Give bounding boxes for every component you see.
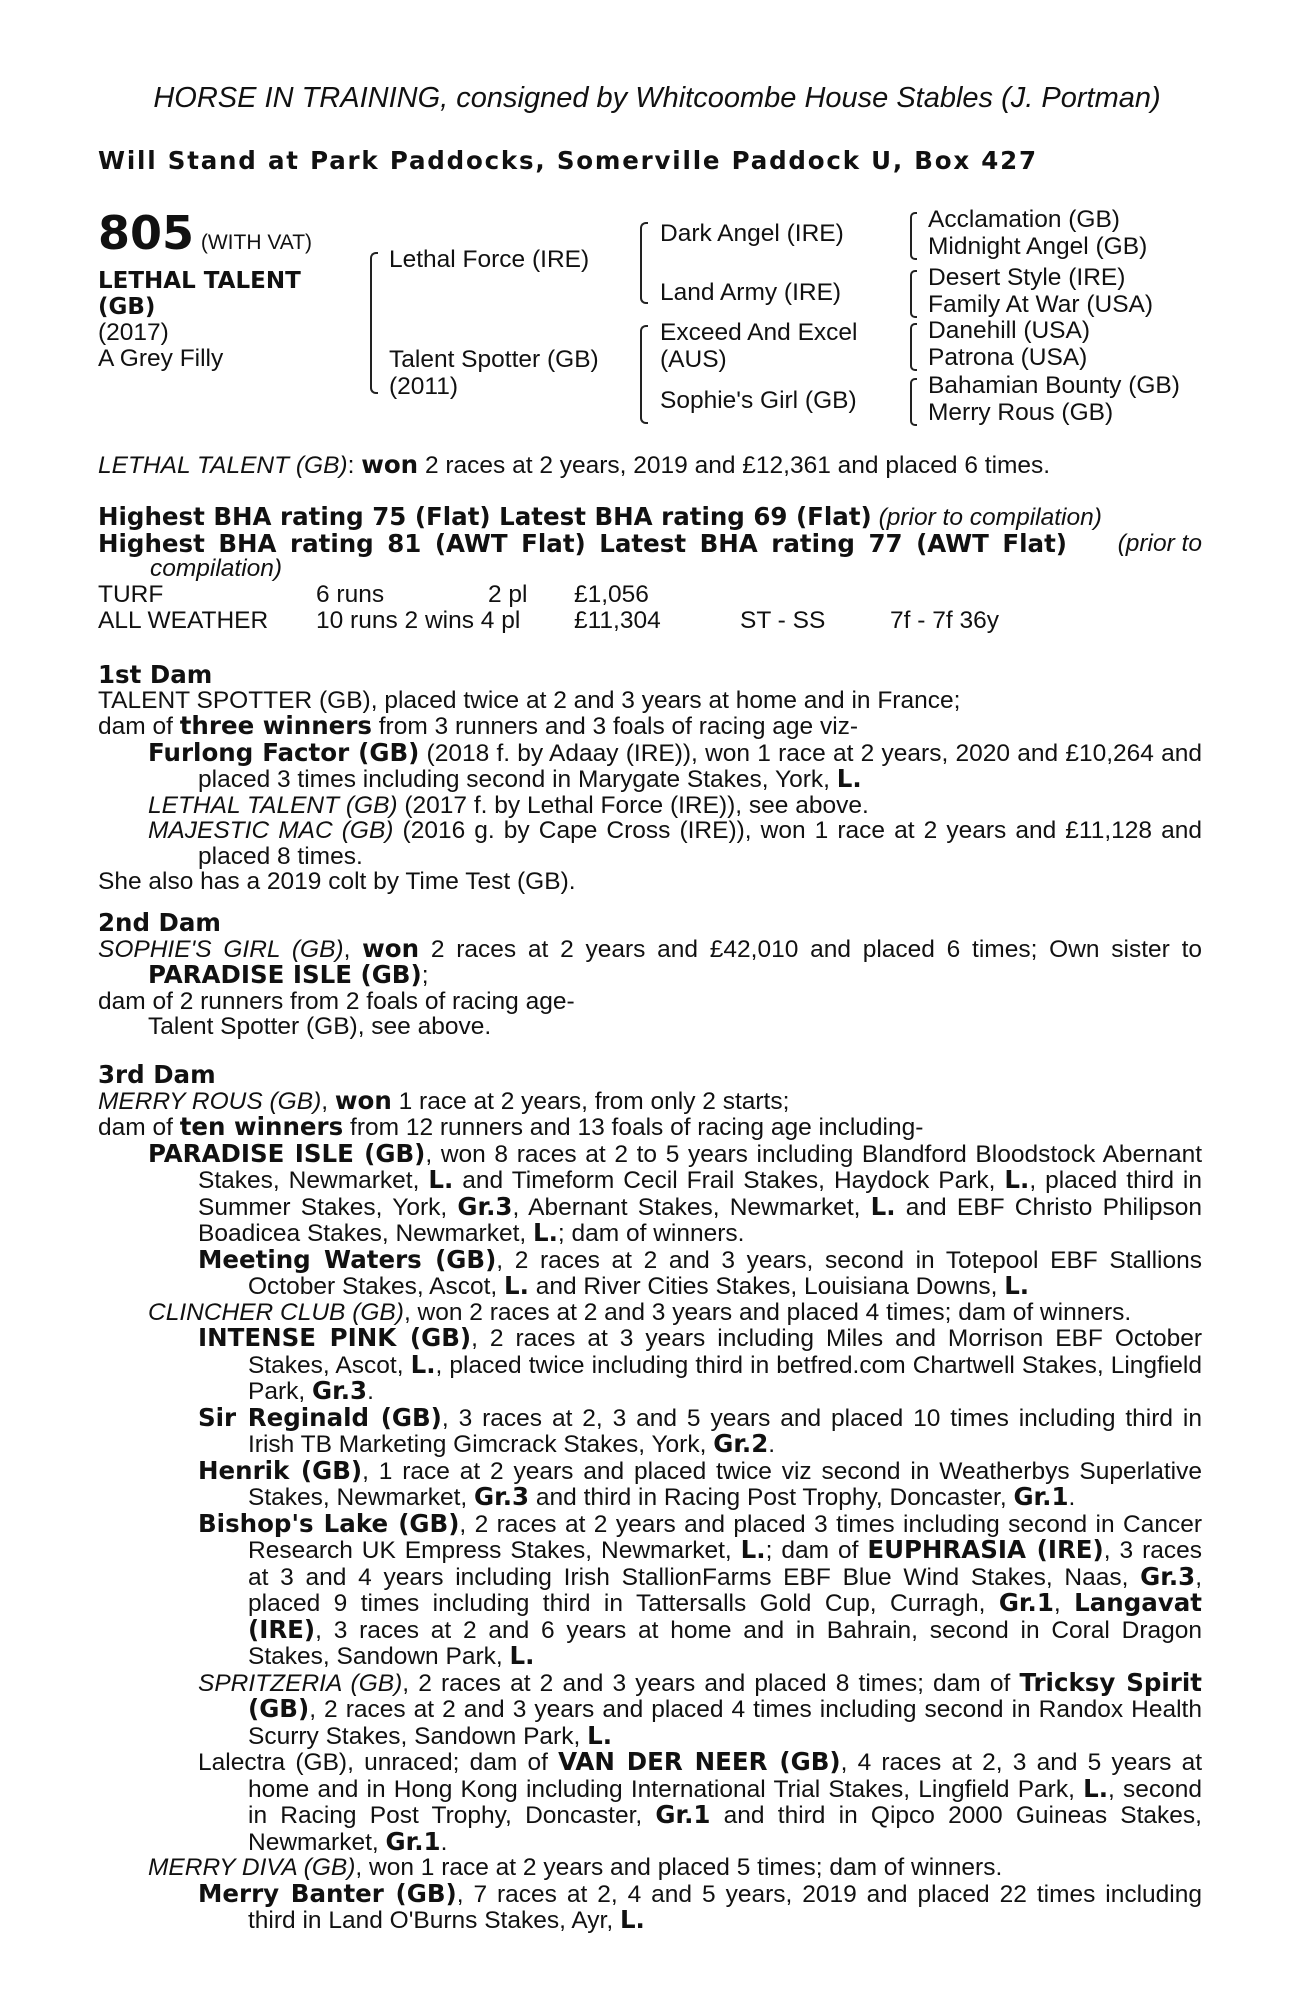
lot-block: [98, 206, 348, 372]
pedigree-brace: [910, 270, 917, 318]
dam-dam: Sophie's Girl (GB): [660, 387, 857, 414]
turf-runs: 6 runs: [316, 581, 385, 608]
produce-entry: Lalectra (GB), unraced; dam of VAN DER NEER (GB), 4 races at 2, 3 and 5 years at home and in Hong Kong including International Trial Stakes, Lingfield Park, L., second in Racing Post Trophy, Doncaster, Gr.1 and third in Qipco 2000 Guineas Stakes, Newmarket, Gr.1.: [198, 1747, 1203, 1856]
grandsire-4: Bahamian Bounty (GB): [928, 372, 1180, 399]
dam-sire: Exceed And Excel (AUS): [660, 319, 858, 373]
consignor-line: HORSE IN TRAINING, consigned by Whitcoombe House Stables (J. Portman): [153, 82, 1161, 114]
dam1-entry: MAJESTIC MAC (GB) (2016 g. by Cape Cross (IRE)), won 1 race at 2 years and £11,128 and placed 8 times.: [148, 817, 1202, 870]
granddam-3: Patrona (USA): [928, 344, 1088, 371]
granddam-2: Family At War (USA): [928, 291, 1154, 318]
sire-sire: Dark Angel (IRE): [660, 220, 844, 247]
section-heading: 3rd Dam: [98, 1060, 216, 1089]
aw-label: ALL WEATHER: [98, 607, 269, 634]
sire: Lethal Force (IRE): [389, 246, 590, 273]
turf-label: TURF: [98, 581, 164, 608]
dam1-entry: Furlong Factor (GB) (2018 f. by Adaay (IRE)), won 1 race at 2 years, 2020 and £10,264 and placed 3 times including second in Marygate Stakes, York, L.: [148, 737, 1202, 793]
produce-entry: SPRITZERIA (GB), 2 races at 2 and 3 years and placed 8 times; dam of Tricksy Spirit (GB), 2 races at 2 and 3 years and placed 4 times including second in Randox Health Scurry Stakes, Sandown Park, L.: [198, 1667, 1202, 1750]
horse-name: LETHAL TALENT (GB): [98, 268, 301, 320]
grandsire-1: Acclamation (GB): [928, 206, 1120, 233]
produce-entry: Sir Reginald (GB), 3 races at 2, 3 and 5 years and placed 10 times including third in Irish TB Marketing Gimcrack Stakes, York, Gr.2.: [198, 1402, 1202, 1458]
granddam-1: Midnight Angel (GB): [928, 233, 1148, 260]
produce-entry: PARADISE ISLE (GB), won 8 races at 2 to 5 years including Blandford Bloodstock Abernant Stakes, Newmarket, L. and Timeform Cecil Frail Stakes, Haydock Park, L., placed third in Summer Stakes, York, Gr.3, Abernant Stakes, Newmarket, L. and EBF Christo Philipson Boadicea Stakes, Newmarket, L.; dam of winners.: [148, 1138, 1203, 1247]
aw-money: £11,304: [574, 607, 661, 634]
produce-entry: CLINCHER CLUB (GB), won 2 races at 2 and 3 years and placed 4 times; dam of winners.: [148, 1298, 1132, 1326]
race-summary: LETHAL TALENT (GB): won 2 races at 2 years, 2019 and £12,361 and placed 6 times.: [98, 450, 1051, 479]
ratings: Highest BHA rating 75 (Flat) Latest BHA rating 69 (Flat) (prior to compilation) Highest BHA rating 81 (AWT Flat) Latest BHA rating 77 (AWT Flat) (prior to compilation): [98, 502, 1202, 582]
location-line: Will Stand at Park Paddocks, Somerville Paddock U, Box 427: [98, 146, 1038, 175]
horse-description: A Grey Filly: [98, 345, 224, 372]
turf-placed: 2 pl: [488, 581, 528, 608]
produce-entry: Merry Banter (GB), 7 races at 2, 4 and 5 years, 2019 and placed 22 times including third in Land O'Burns Stakes, Ayr, L.: [198, 1878, 1202, 1934]
grandsire-3: Danehill (USA): [928, 317, 1091, 344]
birth-year: (2017): [98, 319, 169, 346]
second-dam-section: 2nd Dam SOPHIE'S GIRL (GB), won 2 races at 2 years and £42,010 and placed 6 times; Own sister to PARADISE ISLE (GB); dam of 2 runners from 2 foals of racing age- Talent Spotter (GB), see above.: [98, 908, 1203, 1040]
produce-entry: Henrik (GB), 1 race at 2 years and placed twice viz second in Weatherbys Superlative Stakes, Newmarket, Gr.3 and third in Racing Post Trophy, Doncaster, Gr.1.: [198, 1455, 1202, 1511]
section-heading: 1st Dam: [98, 660, 213, 689]
pedigree-brace: [640, 222, 648, 304]
lot-number: 805: [98, 206, 195, 260]
granddam-4: Merry Rous (GB): [928, 399, 1114, 426]
first-dam-section: 1st Dam TALENT SPOTTER (GB), placed twice at 2 and 3 years at home and in France; dam of three winners from 3 runners and 3 foals of racing age viz- Furlong Factor (GB) (2018 f. by Adaay (IRE)), won 1 race at 2 years, 2020 and £10,264 and placed 3 times including second in Marygate Stakes, York, L. LETHAL TALENT (GB) (2017 f. by Lethal Force (IRE)), see above. MAJESTIC MAC (GB) (2016 g. by Cape Cross (IRE)), won 1 race at 2 years and £11,128 and placed 8 times. She also has a 2019 colt by Time Test (GB).: [98, 660, 1202, 895]
produce-entry: Meeting Waters (GB), 2 races at 2 and 3 years, second in Totepool EBF Stallions October Stakes, Ascot, L. and River Cities Stakes, Louisiana Downs, L.: [198, 1244, 1202, 1300]
turf-money: £1,056: [574, 581, 649, 608]
third-dam-section: 3rd Dam MERRY ROUS (GB), won 1 race at 2 years, from only 2 starts; dam of ten winners from 12 runners and 13 foals of racing age including- PARADISE ISLE (GB), won 8 races at 2 to 5 years including Blandford Bloodstock Abernant Stakes, Newmarket, L. and Timeform Cecil Frail Stakes, Haydock Park, L., placed third in Summer Stakes, York, Gr.3, Abernant Stakes, Newmarket, L. and EBF Christo Philipson Boadicea Stakes, Newmarket, L.; dam of winners. Meeting Waters (GB), 2 races at 2 and 3 years, second in Totepool EBF Stallions October Stakes, Ascot, L. and River Cities Stakes, Louisiana Downs, L. CLINCHER CLUB (GB), won 2 races at 2 and 3 years and placed 4 times; dam of winners. INTENSE PINK (GB), 2 races at 3 years including Miles and Morrison EBF October Stakes, Ascot, L., placed twice including third in betfred.com Chartwell Stakes, Lingfield Park, Gr.3. Sir Reginald (GB), 3 races at 2, 3 and 5 years and placed 10 times including third in Irish TB Marketing Gimcrack Stakes, York, Gr.2. Henrik (GB), 1 race at 2 years and placed twice viz second in Weatherbys Superlative Stakes, Newmarket, Gr.3 and third in Racing Post Trophy, Doncaster, Gr.1. Bishop's Lake (GB), 2 races at 2 years and placed 3 times including second in Cancer Research UK Empress Stakes, Newmarket, L.; dam of EUPHRASIA (IRE), 3 races at 3 and 4 years including Irish StallionFarms EBF Blue Wind Stakes, Naas, Gr.3, placed 9 times including third in Tattersalls Gold Cup, Curragh, Gr.1, Langavat (IRE), 3 races at 2 and 6 years at home and in Bahrain, second in Coral Dragon Stakes, Sandown Park, L. SPRITZERIA (GB), 2 races at 2 and 3 years and placed 8 times; dam of Tricksy Spirit (GB), 2 races at 2 and 3 years and placed 4 times including second in Randox Health Scurry Stakes, Sandown Park, L. Lalectra (GB), unraced; dam of VAN DER NEER (GB), 4 races at 2, 3 and 5 years at home and in Hong Kong including International Trial Stakes, Lingfield Park, L., second in Racing Post Trophy, Doncaster, Gr.1 and third in Qipco 2000 Guineas Stakes, Newmarket, Gr.1. MERRY DIVA (GB), won 1 race at 2 years and placed 5 times; dam of winners. Merry Banter (GB), 7 races at 2, 4 and 5 years, 2019 and placed 22 times including third in Land O'Burns Stakes, Ayr, L.: [98, 1060, 1203, 1934]
produce-entry: Bishop's Lake (GB), 2 races at 2 years and placed 3 times including second in Cancer Research UK Empress Stakes, Newmarket, L.; dam of EUPHRASIA (IRE), 3 races at 3 and 4 years including Irish StallionFarms EBF Blue Wind Stakes, Naas, Gr.3, placed 9 times including third in Tattersalls Gold Cup, Curragh, Gr.1, Langavat (IRE), 3 races at 2 and 6 years at home and in Bahrain, second in Coral Dragon Stakes, Sandown Park, L.: [198, 1508, 1202, 1670]
pedigree-brace: [910, 212, 917, 260]
section-heading: 2nd Dam: [98, 908, 221, 937]
aw-distance: 7f - 7f 36y: [890, 607, 999, 634]
aw-runs: 10 runs 2 wins 4 pl: [316, 607, 521, 634]
dam: Talent Spotter (GB) (2011): [389, 346, 599, 400]
produce-entry: INTENSE PINK (GB), 2 races at 3 years including Miles and Morrison EBF October Stakes, Ascot, L., placed twice including third in betfred.com Chartwell Stakes, Lingfield Park, Gr.3.: [198, 1323, 1202, 1405]
dam1-entry: LETHAL TALENT (GB) (2017 f. by Lethal Force (IRE)), see above.: [148, 791, 869, 819]
sire-dam: Land Army (IRE): [660, 279, 842, 306]
pedigree-brace: [370, 252, 378, 394]
vat-label: (WITH VAT): [200, 231, 313, 254]
grandsire-2: Desert Style (IRE): [928, 264, 1126, 291]
pedigree-brace: [910, 323, 917, 371]
pedigree-brace: [910, 378, 917, 426]
aw-surface: ST - SS: [740, 607, 826, 634]
produce-entry: MERRY DIVA (GB), won 1 race at 2 years and placed 5 times; dam of winners.: [148, 1854, 1003, 1881]
pedigree-brace: [640, 325, 648, 424]
